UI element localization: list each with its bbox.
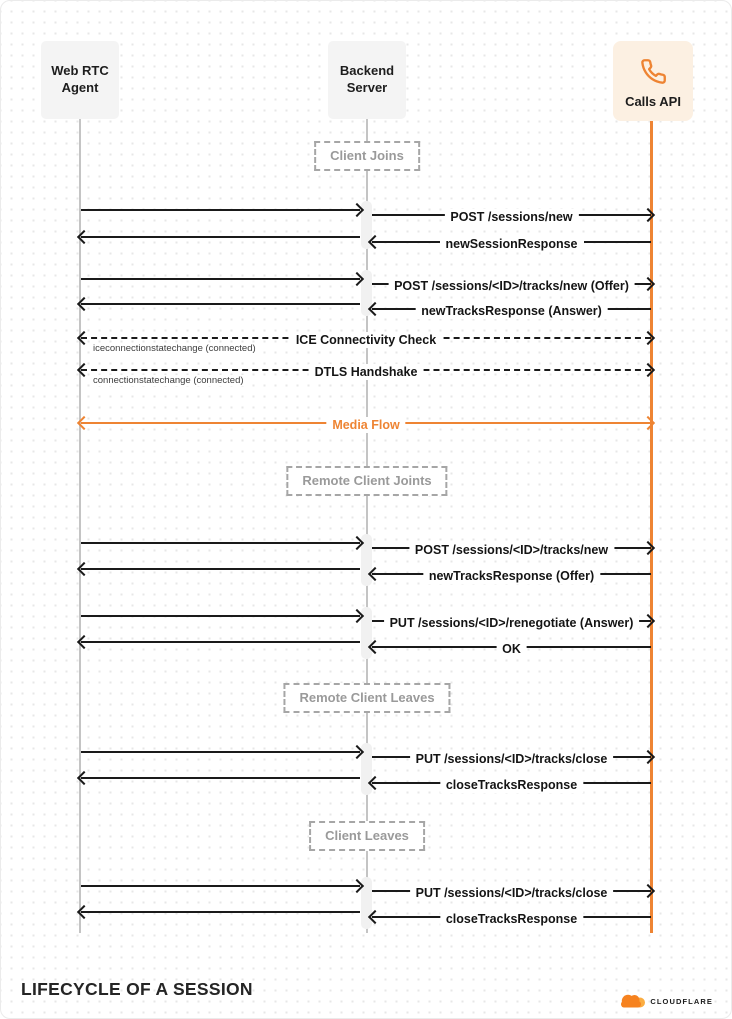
request-arrow: [81, 615, 360, 617]
arrowhead-right-icon: [641, 277, 655, 291]
cloudflare-brand-text: CLOUDFLARE: [650, 996, 713, 1006]
response-arrow: [81, 777, 360, 779]
phase-client-leaves: Client Leaves: [309, 821, 425, 851]
page-title: LIFECYCLE OF A SESSION: [21, 979, 253, 999]
arrowhead-right-icon: [641, 541, 655, 555]
request-arrow: [81, 278, 360, 280]
event-note-connectionstatechange: connectionstatechange (connected): [93, 375, 244, 386]
phase-client-joins: Client Joins: [314, 141, 420, 171]
arrowhead-right-icon: [641, 208, 655, 222]
message-ice-connectivity-check: [81, 333, 651, 347]
actor-label: Calls API: [625, 94, 681, 110]
cloudflare-logo: [619, 993, 713, 1009]
phase-remote-client-leaves: Remote Client Leaves: [283, 683, 450, 713]
message-label: closeTracksResponse: [440, 777, 583, 793]
request-arrow: [81, 542, 360, 544]
message-label: POST /sessions/<ID>/tracks/new (Offer): [388, 278, 635, 294]
message-put-tracks-close: [372, 752, 651, 766]
message-label: newTracksResponse (Offer): [423, 568, 600, 584]
message-label: PUT /sessions/<ID>/tracks/close: [410, 751, 614, 767]
message-label: PUT /sessions/<ID>/tracks/close: [410, 885, 614, 901]
message-ok: [372, 642, 651, 656]
message-label: newTracksResponse (Answer): [415, 303, 608, 319]
actor-label: Web RTC Agent: [51, 63, 109, 95]
message-label: newSessionResponse: [440, 236, 584, 252]
message-close-tracks-response-final: [372, 912, 651, 926]
actor-calls-api: [613, 41, 693, 121]
message-post-tracks-new: [372, 543, 651, 557]
response-arrow: [81, 911, 360, 913]
message-label: DTLS Handshake: [309, 364, 424, 380]
message-label: Media Flow: [326, 417, 405, 433]
arrowhead-right-icon: [641, 884, 655, 898]
message-post-tracks-new-offer: [372, 279, 651, 293]
actor-webrtc-agent: [41, 41, 119, 119]
message-label: POST /sessions/<ID>/tracks/new: [409, 542, 614, 558]
message-new-tracks-response-answer: [372, 304, 651, 318]
message-new-session-response: [372, 237, 651, 251]
arrowhead-right-icon: [641, 614, 655, 628]
event-note-iceconnectionstatechange: iceconnectionstatechange (connected): [93, 343, 256, 354]
phone-icon: [640, 58, 667, 85]
actor-backend-server: [328, 41, 406, 119]
message-put-renegotiate-answer: [372, 616, 651, 630]
message-label: OK: [496, 641, 527, 657]
arrowhead-right-icon: [641, 750, 655, 764]
cloudflare-cloud-icon: [619, 993, 646, 1009]
message-close-tracks-response: [372, 778, 651, 792]
arrowhead-right-icon: [641, 363, 655, 377]
request-arrow: [81, 751, 360, 753]
message-label: closeTracksResponse: [440, 911, 583, 927]
arrowhead-right-icon: [641, 331, 655, 345]
arrowhead-right-icon: [641, 416, 655, 430]
message-label: PUT /sessions/<ID>/renegotiate (Answer): [384, 615, 640, 631]
response-arrow: [81, 303, 360, 305]
message-put-tracks-close-final: [372, 886, 651, 900]
actor-label: Backend Server: [339, 63, 395, 95]
message-media-flow: [81, 418, 651, 432]
message-label: ICE Connectivity Check: [290, 332, 442, 348]
request-arrow: [81, 885, 360, 887]
response-arrow: [81, 641, 360, 643]
response-arrow: [81, 568, 360, 570]
phase-remote-client-joints: Remote Client Joints: [286, 466, 447, 496]
message-dtls-handshake: [81, 365, 651, 379]
response-arrow: [81, 236, 360, 238]
message-post-sessions-new: [372, 210, 651, 224]
message-label: POST /sessions/new: [444, 209, 578, 225]
message-new-tracks-response-offer: [372, 569, 651, 583]
request-arrow: [81, 209, 360, 211]
